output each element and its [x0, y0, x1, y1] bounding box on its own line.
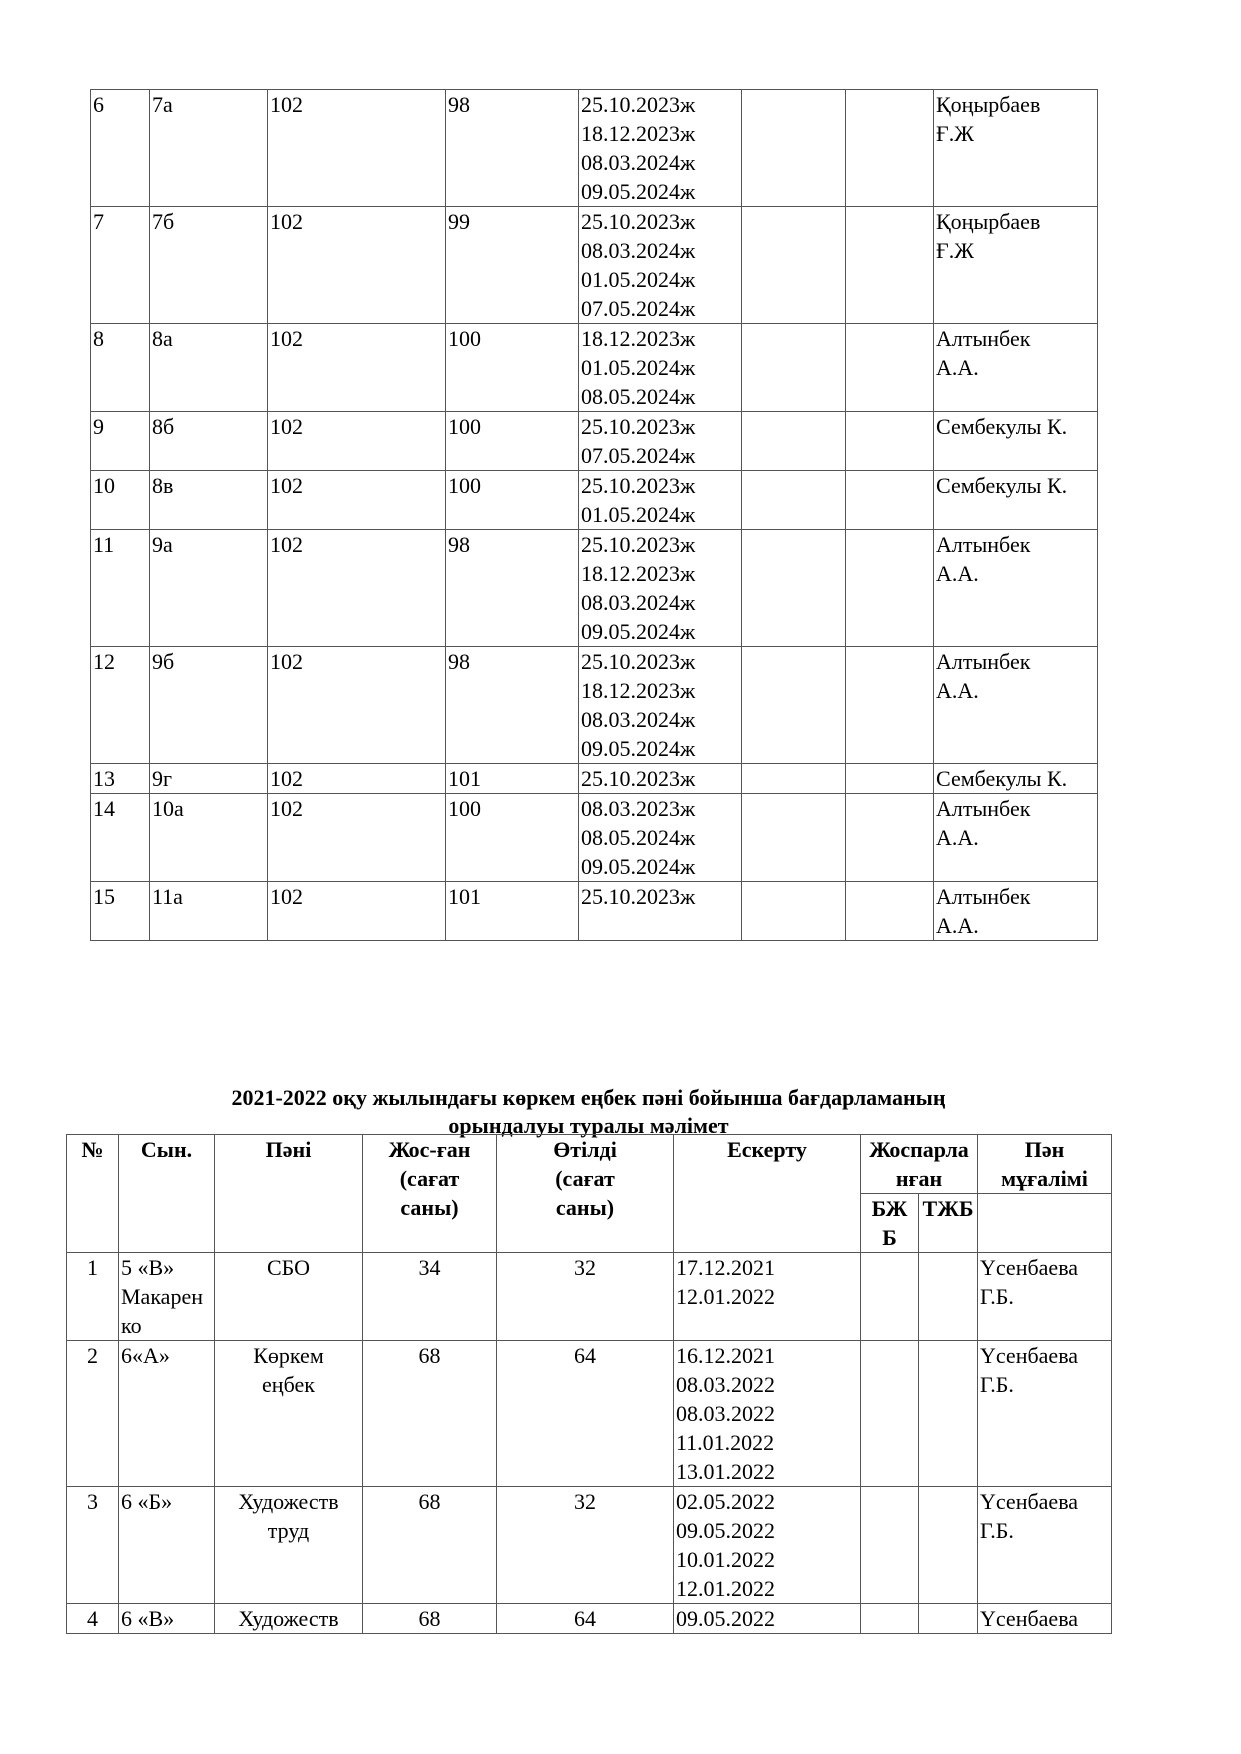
header-teacher-sub [978, 1194, 1112, 1253]
teacher-cell: Алтынбек А.А. [934, 794, 1098, 882]
empty-cell [742, 647, 846, 764]
empty-cell [846, 90, 934, 207]
subject-cell: СБО [215, 1253, 363, 1341]
class-cell: 9б [150, 647, 268, 764]
taught-hours-cell: 98 [446, 90, 579, 207]
row-number: 11 [91, 530, 150, 647]
empty-cell [846, 764, 934, 794]
class-cell: 6 «В» [119, 1604, 215, 1634]
taught-hours-cell: 98 [446, 530, 579, 647]
teacher-cell: Үсенбаева Г.Б. [978, 1253, 1112, 1341]
row-number: 9 [91, 412, 150, 471]
teacher-cell: Үсенбаева Г.Б. [978, 1487, 1112, 1604]
progress-table-1 [90, 89, 1098, 941]
dates-cell: 25.10.2023ж [579, 882, 742, 941]
note-cell: 17.12.2021 12.01.2022 [674, 1253, 861, 1341]
header-planned-group: Жоспарла нған [861, 1135, 978, 1194]
teacher-cell: Сембекулы К. [934, 764, 1098, 794]
planned-hours-cell: 68 [363, 1604, 497, 1634]
empty-cell [742, 412, 846, 471]
table-row [91, 412, 1098, 471]
teacher-cell: Сембекулы К. [934, 471, 1098, 530]
class-cell: 11а [150, 882, 268, 941]
note-cell: 16.12.2021 08.03.2022 08.03.2022 11.01.2022 13.01.2022 [674, 1341, 861, 1487]
planned-hours-cell: 68 [363, 1341, 497, 1487]
dates-cell: 25.10.2023ж 01.05.2024ж [579, 471, 742, 530]
row-number: 2 [67, 1341, 119, 1487]
header-note: Ескерту [674, 1135, 861, 1253]
planned-hours-cell: 102 [268, 471, 446, 530]
row-number: 15 [91, 882, 150, 941]
row-number: 4 [67, 1604, 119, 1634]
row-number: 13 [91, 764, 150, 794]
teacher-cell: Алтынбек А.А. [934, 647, 1098, 764]
taught-hours-cell: 98 [446, 647, 579, 764]
class-cell: 8в [150, 471, 268, 530]
row-number: 7 [91, 207, 150, 324]
header-teacher: Пән мұғалімі [978, 1135, 1112, 1194]
taught-hours-cell: 101 [446, 882, 579, 941]
header-bjb: БЖ Б [861, 1194, 919, 1253]
planned-hours-cell: 34 [363, 1253, 497, 1341]
empty-cell [742, 207, 846, 324]
planned-hours-cell: 102 [268, 647, 446, 764]
dates-cell: 25.10.2023ж 07.05.2024ж [579, 412, 742, 471]
table-row [91, 794, 1098, 882]
teacher-cell: Үсенбаева [978, 1604, 1112, 1634]
taught-hours-cell: 100 [446, 412, 579, 471]
bjb-cell [861, 1487, 919, 1604]
class-cell: 9г [150, 764, 268, 794]
table-row [91, 207, 1098, 324]
table-row [67, 1604, 1112, 1634]
teacher-cell: Қоңырбаев Ғ.Ж [934, 90, 1098, 207]
dates-cell: 25.10.2023ж 18.12.2023ж 08.03.2024ж 09.05.2024ж [579, 90, 742, 207]
class-cell: 9а [150, 530, 268, 647]
note-cell: 09.05.2022 [674, 1604, 861, 1634]
empty-cell [846, 412, 934, 471]
planned-hours-cell: 102 [268, 882, 446, 941]
planned-hours-cell: 68 [363, 1487, 497, 1604]
empty-cell [846, 471, 934, 530]
teacher-cell: Үсенбаева Г.Б. [978, 1341, 1112, 1487]
header-class: Сын. [119, 1135, 215, 1253]
table-row [91, 882, 1098, 941]
header-subject: Пәні [215, 1135, 363, 1253]
taught-hours-cell: 64 [497, 1604, 674, 1634]
teacher-cell: Қоңырбаев Ғ.Ж [934, 207, 1098, 324]
planned-hours-cell: 102 [268, 530, 446, 647]
subject-cell: Көркем еңбек [215, 1341, 363, 1487]
dates-cell: 08.03.2023ж 08.05.2024ж 09.05.2024ж [579, 794, 742, 882]
table-row [91, 471, 1098, 530]
title-line-1: 2021-2022 оқу жылындағы көркем еңбек пәні бойынша бағдарламаның [231, 1085, 946, 1110]
dates-cell: 25.10.2023ж [579, 764, 742, 794]
row-number: 6 [91, 90, 150, 207]
class-cell: 7б [150, 207, 268, 324]
row-number: 3 [67, 1487, 119, 1604]
header-no: № [67, 1135, 119, 1253]
taught-hours-cell: 101 [446, 764, 579, 794]
empty-cell [846, 794, 934, 882]
row-number: 1 [67, 1253, 119, 1341]
teacher-cell: Алтынбек А.А. [934, 530, 1098, 647]
table-row [91, 647, 1098, 764]
empty-cell [742, 794, 846, 882]
empty-cell [742, 90, 846, 207]
empty-cell [742, 530, 846, 647]
table-row [67, 1253, 1112, 1341]
row-number: 8 [91, 324, 150, 412]
tjb-cell [919, 1604, 978, 1634]
taught-hours-cell: 100 [446, 471, 579, 530]
taught-hours-cell: 100 [446, 324, 579, 412]
empty-cell [846, 324, 934, 412]
table-row [67, 1341, 1112, 1487]
header-planned-hours: Жос-ған (сағат саны) [363, 1135, 497, 1253]
tjb-cell [919, 1341, 978, 1487]
bjb-cell [861, 1604, 919, 1634]
teacher-cell: Алтынбек А.А. [934, 882, 1098, 941]
class-cell: 8а [150, 324, 268, 412]
empty-cell [742, 764, 846, 794]
dates-cell: 18.12.2023ж 01.05.2024ж 08.05.2024ж [579, 324, 742, 412]
planned-hours-cell: 102 [268, 794, 446, 882]
taught-hours-cell: 99 [446, 207, 579, 324]
table-row [91, 90, 1098, 207]
table-row [67, 1487, 1112, 1604]
empty-cell [846, 207, 934, 324]
empty-cell [846, 647, 934, 764]
empty-cell [742, 324, 846, 412]
teacher-cell: Сембекулы К. [934, 412, 1098, 471]
class-cell: 5 «В» Макарен ко [119, 1253, 215, 1341]
empty-cell [742, 471, 846, 530]
taught-hours-cell: 64 [497, 1341, 674, 1487]
planned-hours-cell: 102 [268, 764, 446, 794]
class-cell: 6 «Б» [119, 1487, 215, 1604]
title-line-2: орындалуы туралы мәлімет [448, 1113, 729, 1138]
row-number: 12 [91, 647, 150, 764]
planned-hours-cell: 102 [268, 412, 446, 471]
teacher-cell: Алтынбек А.А. [934, 324, 1098, 412]
header-tjb: ТЖБ [919, 1194, 978, 1253]
dates-cell: 25.10.2023ж 18.12.2023ж 08.03.2024ж 09.05.2024ж [579, 647, 742, 764]
tjb-cell [919, 1253, 978, 1341]
planned-hours-cell: 102 [268, 324, 446, 412]
planned-hours-cell: 102 [268, 90, 446, 207]
empty-cell [846, 530, 934, 647]
dates-cell: 25.10.2023ж 18.12.2023ж 08.03.2024ж 09.05.2024ж [579, 530, 742, 647]
empty-cell [846, 882, 934, 941]
subject-cell: Художеств труд [215, 1487, 363, 1604]
row-number: 14 [91, 794, 150, 882]
note-cell: 02.05.2022 09.05.2022 10.01.2022 12.01.2022 [674, 1487, 861, 1604]
class-cell: 10а [150, 794, 268, 882]
planned-hours-cell: 102 [268, 207, 446, 324]
table-row [91, 764, 1098, 794]
table-row [91, 530, 1098, 647]
row-number: 10 [91, 471, 150, 530]
subject-cell: Художеств [215, 1604, 363, 1634]
class-cell: 8б [150, 412, 268, 471]
taught-hours-cell: 100 [446, 794, 579, 882]
tjb-cell [919, 1487, 978, 1604]
bjb-cell [861, 1341, 919, 1487]
taught-hours-cell: 32 [497, 1487, 674, 1604]
bjb-cell [861, 1253, 919, 1341]
document-title [66, 1084, 1111, 1140]
table-row [91, 324, 1098, 412]
class-cell: 7а [150, 90, 268, 207]
empty-cell [742, 882, 846, 941]
taught-hours-cell: 32 [497, 1253, 674, 1341]
table-header-row [67, 1135, 1112, 1194]
dates-cell: 25.10.2023ж 08.03.2024ж 01.05.2024ж 07.05.2024ж [579, 207, 742, 324]
progress-table-2 [66, 1134, 1112, 1634]
header-taught-hours: Өтілді (сағат саны) [497, 1135, 674, 1253]
class-cell: 6«А» [119, 1341, 215, 1487]
